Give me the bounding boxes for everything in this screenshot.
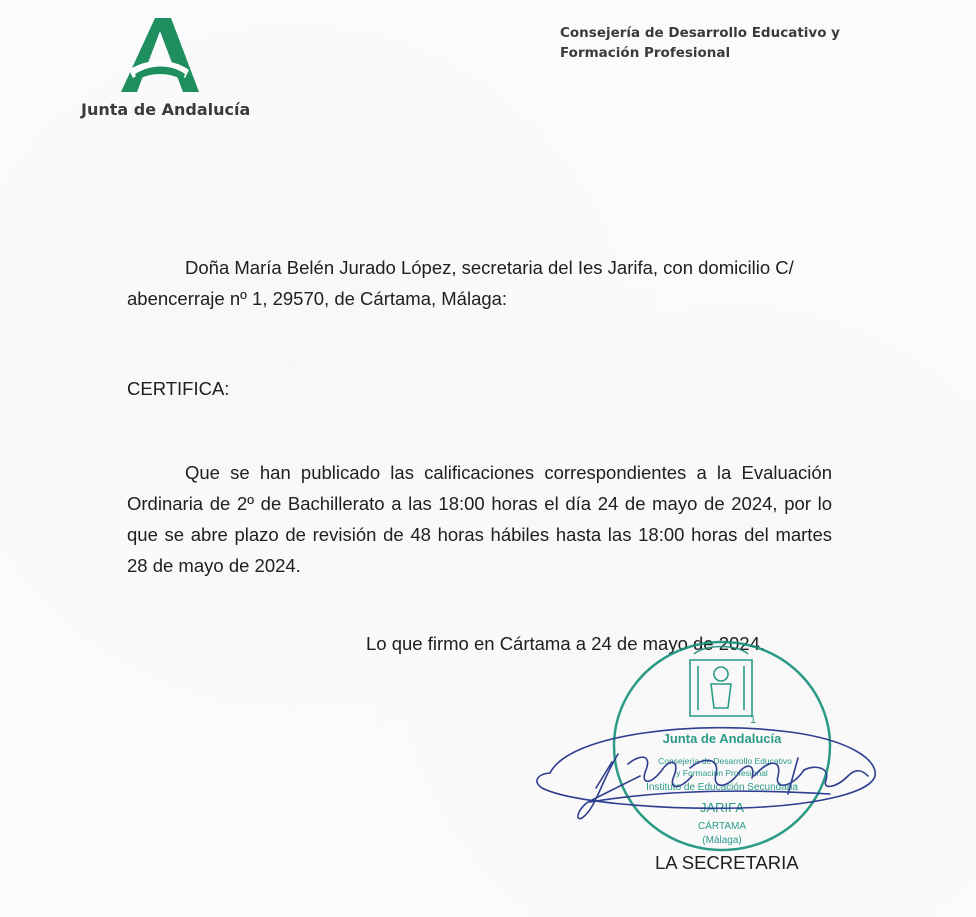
stamp-title: Junta de Andalucía bbox=[662, 731, 782, 746]
department-name: Consejería de Desarrollo Educativo y Formación Profesional bbox=[560, 25, 840, 61]
logo-name: Junta de Andalucía bbox=[81, 100, 251, 119]
stamp-school: JARIFA bbox=[699, 800, 745, 815]
stamp-number: 1 bbox=[750, 714, 757, 726]
handwritten-signature bbox=[530, 718, 880, 828]
stamp-line-3: Instituto de Educación Secundaria bbox=[646, 782, 798, 793]
stamp-province: (Málaga) bbox=[702, 835, 742, 846]
statement-paragraph: Que se han publicado las calificaciones correspondientes a la Evaluación Ordinaria de 2º de Bachillerato a las 18:00 horas el día 24 de mayo de 2024, por lo que se abre plazo de revisión de 48 horas hábiles hasta las 18:00 horas del martes 28 de mayo de 2024. bbox=[127, 462, 832, 576]
certifica-heading: CERTIFICA: bbox=[127, 378, 230, 399]
junta-logo bbox=[79, 18, 259, 123]
junta-a-icon bbox=[121, 18, 199, 94]
signatory-role: LA SECRETARIA bbox=[655, 852, 799, 873]
stamp-town: CÁRTAMA bbox=[698, 821, 746, 832]
stamp-line-2: y Formación Profesional bbox=[676, 768, 768, 778]
stamp-line-1: Consejería de Desarrollo Educativo bbox=[658, 756, 792, 766]
coat-of-arms-icon bbox=[690, 647, 752, 717]
closing-line: Lo que firmo en Cártama a 24 de mayo de 2024. bbox=[366, 633, 766, 654]
intro-paragraph: Doña María Belén Jurado López, secretaria del Ies Jarifa, con domicilio C/ abencerraje nº 1, 29570, de Cártama, Málaga: bbox=[127, 257, 794, 309]
